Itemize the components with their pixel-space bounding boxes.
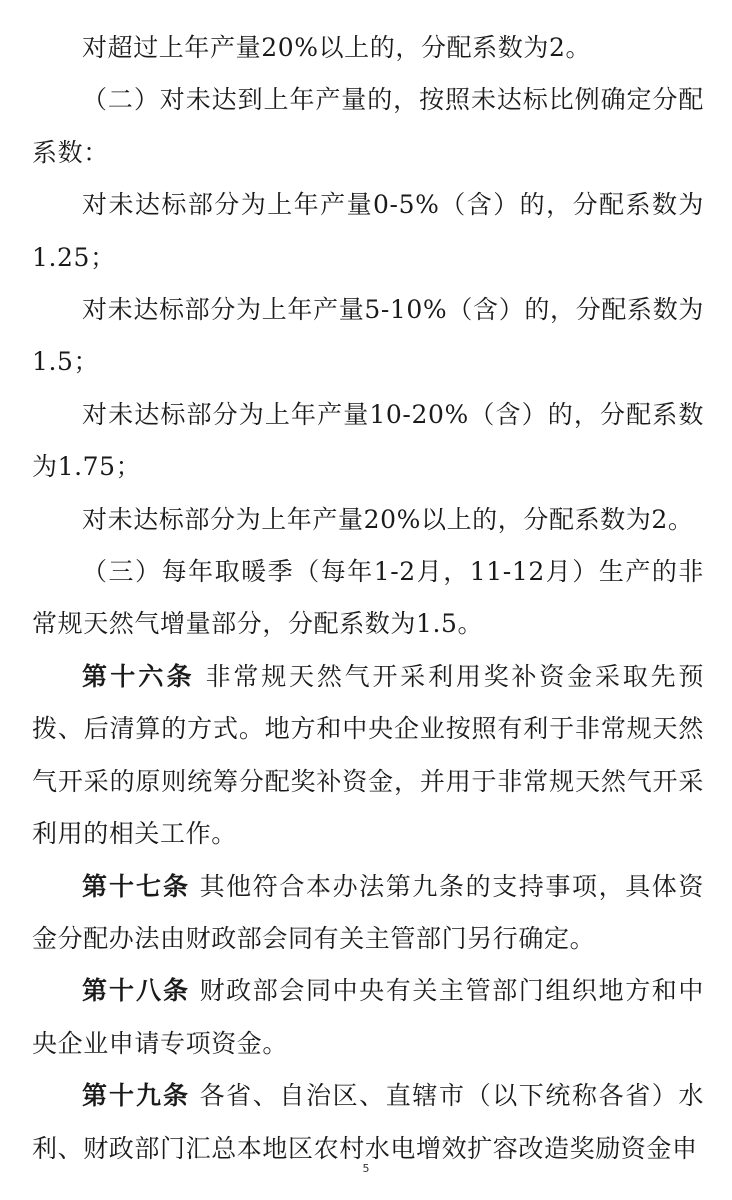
article-19-label: 第十九条 [82, 1081, 191, 1111]
article-18-text: 财政部会同中央有关主管部门组织地方和中央企业申请专项资金。 [32, 976, 705, 1058]
article-16 [32, 651, 704, 861]
paragraph-tier-20-plus: 对未达标部分为上年产量20%以上的，分配系数为2。 [82, 504, 694, 534]
article-18 [32, 965, 704, 1070]
paragraph-tier-10-20: 对未达标部分为上年产量10-20%（含）的，分配系数为1.75； [32, 399, 704, 482]
paragraph-tier-5-10: 对未达标部分为上年产量5-10%（含）的，分配系数为1.5； [32, 295, 704, 377]
document-body [32, 22, 704, 1175]
article-19 [32, 1070, 704, 1175]
article-18-label: 第十八条 [82, 976, 191, 1006]
page-number: 5 [362, 1162, 370, 1175]
paragraph-item-2: （二）对未达到上年产量的，按照未达标比例确定分配系数： [32, 85, 704, 167]
article-17-label: 第十七条 [82, 871, 191, 901]
article-19-text: 各省、自治区、直辖市（以下统称各省）水利、财政部门汇总本地区农村水电增效扩容改造奖励资金申 [32, 1081, 705, 1163]
article-16-text: 非常规天然气开采利用奖补资金采取先预拨、后清算的方式。地方和中央企业按照有利于非常规天然气开采的原则统筹分配奖补资金，并用于非常规天然气开采利用的相关工作。 [32, 661, 704, 849]
paragraph-item-3: （三）每年取暖季（每年1-2月，11-12月）生产的非常规天然气增量部分，分配系数为1.5。 [32, 557, 704, 639]
article-16-label: 第十六条 [82, 661, 195, 691]
paragraph-continuation: 对超过上年产量20%以上的，分配系数为2。 [82, 33, 592, 62]
article-17 [32, 861, 704, 966]
article-17-text: 其他符合本办法第九条的支持事项，具体资金分配办法由财政部会同有关主管部门另行确定。 [32, 871, 705, 953]
paragraph-tier-0-5: 对未达标部分为上年产量0-5%（含）的，分配系数为1.25； [32, 190, 704, 272]
